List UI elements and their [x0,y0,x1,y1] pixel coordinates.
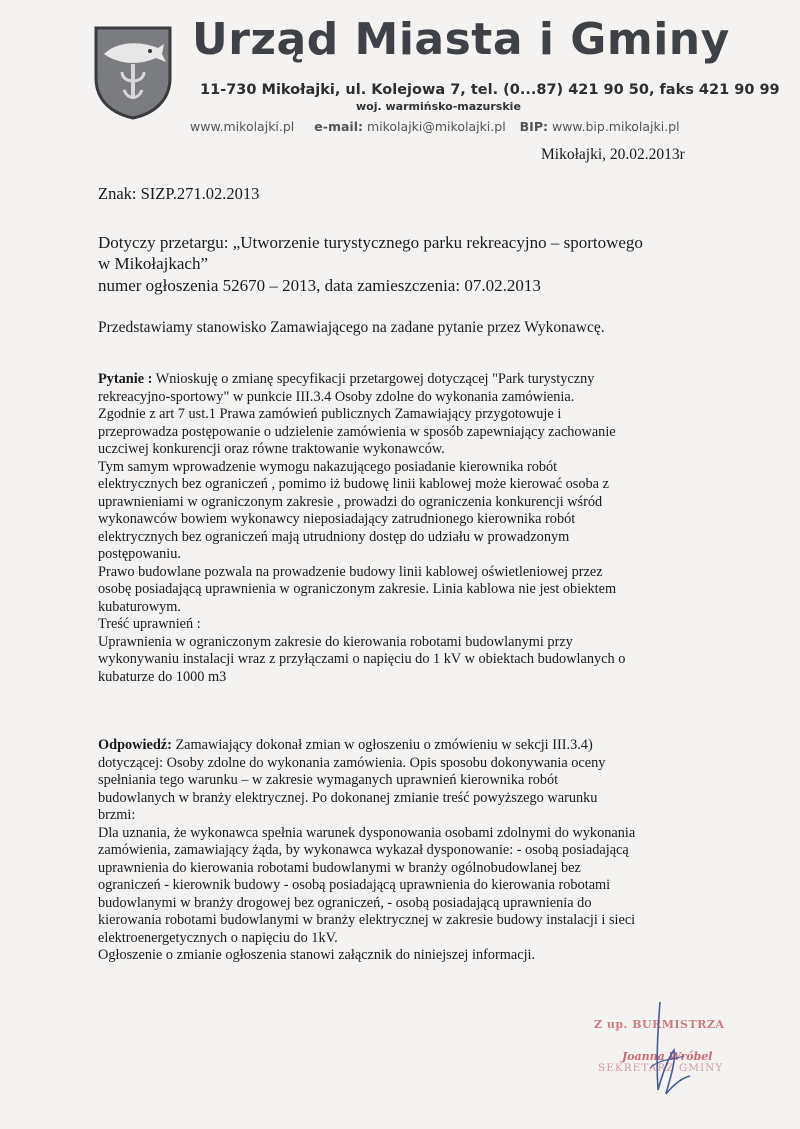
document-date: Mikołajki, 20.02.2013r [541,146,685,163]
subject-line-3: numer ogłoszenia 52670 – 2013, data zamieszczenia: 07.02.2013 [98,276,541,295]
answer-line: uprawnienia do kierowania robotami budowlanymi w branży ogólnobudowlanej bez [98,859,581,876]
question-line: kubaturowym. [98,598,181,615]
question-line: uprawnieniami w ograniczonym zakresie , prowadzi do ograniczenia konkurencji wśród [98,493,603,510]
question-line: wykonawców bowiem wykonawcy nieposiadający zatrudnionego kierownika robót [98,511,576,527]
answer-line: zamówienia, zamawiający żąda, by wykonawca wykazał dysponowanie: - osobą posiadającą [98,842,629,858]
stamp-line-1: Z up. BURMISTRZA [594,1018,725,1031]
subject-line-2: w Mikołajkach” [98,254,208,273]
answer-line: elektroenergetycznych o napięciu do 1kV. [98,929,338,946]
answer-paragraph [98,737,768,965]
question-line: postępowaniu. [98,546,181,562]
subject-block [98,232,778,296]
office-region: woj. warmińsko-mazurskie [356,100,521,113]
question-line: Zgodnie z art 7 ust.1 Prawa zamówień publicznych Zamawiający przygotowuje i [98,406,562,422]
contact-links [190,119,680,134]
bip-label: BIP: [519,119,548,134]
answer-line: budowlanych w branży elektrycznej. Po dokonanej zmianie treść powyższego warunku [98,789,598,806]
answer-line: dotyczącej: Osoby zdolne do wykonania zamówienia. Opis sposobu dokonywania oceny [98,754,606,771]
answer-line: brzmi: [98,807,136,823]
coat-of-arms-logo [92,24,174,120]
question-line: kubaturze do 1000 m3 [98,668,227,685]
question-line: uczciwej konkurencji oraz równe traktowanie wykonawców. [98,441,445,457]
question-line: Uprawnienia w ograniczonym zakresie do kierowania robotami budowlanymi przy [98,633,573,650]
answer-label: Odpowiedź: [98,737,172,753]
question-line: rekreacyjno-sportowy" w punkcie III.3.4 Osoby zdolne do wykonania zamówienia. [98,388,575,405]
question-line: Prawo budowlane pozwala na prowadzenie budowy linii kablowej oświetleniowej przez [98,563,603,580]
office-name-heading: Urząd Miasta i Gminy [192,14,730,65]
stamp-line-3: SEKRETARZ GMINY [598,1062,724,1074]
answer-line: spełniania tego warunku – w zakresie wymaganych uprawnień kierownika robót [98,772,559,788]
answer-line: ograniczeń - kierownik budowy - osobą posiadającą uprawnienia do kierowania robotami [98,877,611,893]
intro-text: Przedstawiamy stanowisko Zamawiającego na zadane pytanie przez Wykonawcę. [98,319,605,336]
stamp-line-2: Joanna Wróbel [622,1050,713,1063]
subject-line-1: Dotyczy przetargu: „Utworzenie turystycznego parku rekreacyjno – sportowego [98,233,643,252]
question-line: elektrycznych bez ograniczeń mają utrudniony dostęp do udziału w prowadzonym [98,528,570,545]
question-line: Treść uprawnień : [98,616,201,632]
handwritten-signature [630,998,700,1108]
question-line: elektrycznych bez ograniczeń , pomimo iż budowę linii kablowej może kierować osoba z [98,476,609,492]
question-line: Tym samym wprowadzenie wymogu nakazującego posiadanie kierownika robót [98,458,558,475]
answer-line: budowlanymi w branży drogowej bez ograniczeń, - osobą posiadającą uprawnienia do [98,894,592,911]
answer-line: Dla uznania, że wykonawca spełnia warunek dysponowania osobami zdolnymi do wykonania [98,824,636,841]
question-paragraph [98,371,768,686]
question-label: Pytanie : [98,371,153,387]
answer-line: kierowania robotami budowlanymi w branży elektrycznej w zakresie budowy instalacji i sieci [98,912,636,928]
email-link[interactable]: mikolajki@mikolajki.pl [366,119,506,134]
reference-number: Znak: SIZP.271.02.2013 [98,184,260,203]
question-line: osobę posiadającą uprawnienia w ograniczonym zakresie. Linia kablowa nie jest obiektem [98,581,617,597]
answer-line: Odpowiedź: Zamawiający dokonał zmian w ogłoszeniu o zmówieniu w sekcji III.3.4) [98,737,593,753]
bip-link[interactable]: www.bip.mikolajki.pl [551,119,680,134]
office-address: 11-730 Mikołajki, ul. Kolejowa 7, tel. (0...87) 421 90 50, faks 421 90 99 [200,82,780,98]
answer-line: Ogłoszenie o zmianie ogłoszenia stanowi załącznik do niniejszej informacji. [98,947,536,963]
email-label: e-mail: [314,119,363,134]
question-line: wykonywaniu instalacji wraz z przyłączami o napięciu do 1 kV w obiektach budowlanych o [98,651,626,667]
question-line: Pytanie : Wnioskuję o zmianę specyfikacji przetargowej dotyczącej "Park turystyczny [98,371,595,387]
website-link[interactable]: www.mikolajki.pl [190,119,295,134]
question-line: przeprowadza postępowanie o udzielenie zamówienia w sposób zapewniający zachowanie [98,423,616,440]
